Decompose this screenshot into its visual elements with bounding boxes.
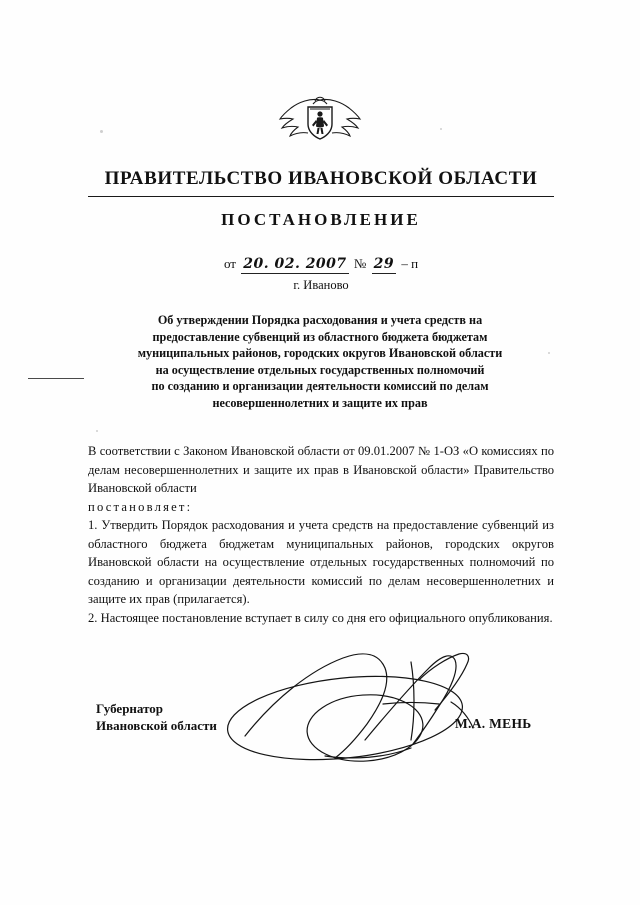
document-body xyxy=(88,442,554,627)
signatory-position-line-1: Губернатор xyxy=(96,701,164,716)
dateline xyxy=(86,256,556,272)
scan-artifact xyxy=(440,128,442,130)
body-intro-text: В соответствии с Законом Ивановской области от 09.01.2007 № 1-ОЗ «О комиссиях по делам несовершеннолетних и защите их прав в Ивановской области» Правительство Ивановской области xyxy=(88,444,554,495)
subject-line: несовершеннолетних и защите их прав xyxy=(212,395,428,410)
scan-artifact xyxy=(548,352,550,354)
body-intro xyxy=(88,442,554,498)
subject-line: на осуществление отдельных государственных полномочий xyxy=(155,362,485,377)
signatory-name: М.А. МЕНЬ xyxy=(455,716,532,731)
scan-artifact xyxy=(96,430,98,432)
number-suffix: – п xyxy=(401,256,419,271)
organization-title: ПРАВИТЕЛЬСТВО ИВАНОВСКОЙ ОБЛАСТИ xyxy=(104,168,538,189)
margin-mark xyxy=(28,378,84,379)
handwritten-signature xyxy=(215,640,515,780)
date-label: от xyxy=(223,256,236,271)
coat-of-arms-icon xyxy=(0,92,640,146)
signatory-position-line-2: Ивановской области xyxy=(96,718,217,733)
body-item-1: 1. Утвердить Порядок расходования и учета средств на предоставление субвенций из областного бюджета бюджетам муниципальных районов, городских округов Ивановской области на осуществление отдельных государственных полномочий по созданию и организации деятельности комиссий по делам несовершеннолетних и защите их прав (прилагается). xyxy=(88,518,554,606)
document-type: ПОСТАНОВЛЕНИЕ xyxy=(221,210,421,229)
date-value: 20. 02. 2007 xyxy=(239,256,350,272)
subject-line: муниципальных районов, городских округов Ивановской области xyxy=(137,346,503,360)
subject-line: предоставление субвенций из областного бюджета бюджетам xyxy=(152,329,488,344)
city-label: г. Иваново xyxy=(293,278,349,292)
number-value: 29 xyxy=(370,256,398,272)
document-subject xyxy=(110,312,530,411)
scan-artifact xyxy=(100,130,103,133)
header-divider xyxy=(88,196,554,197)
subject-line: по созданию и организации деятельности комиссий по делам xyxy=(151,379,489,393)
signatory-position xyxy=(96,700,217,734)
body-item-2: 2. Настоящее постановление вступает в силу со дня его официального опубликования. xyxy=(88,610,553,625)
resolves-word: постановляет: xyxy=(88,499,193,514)
number-label: № xyxy=(353,256,367,271)
subject-line: Об утверждении Порядка расходования и учета средств на xyxy=(157,313,483,327)
